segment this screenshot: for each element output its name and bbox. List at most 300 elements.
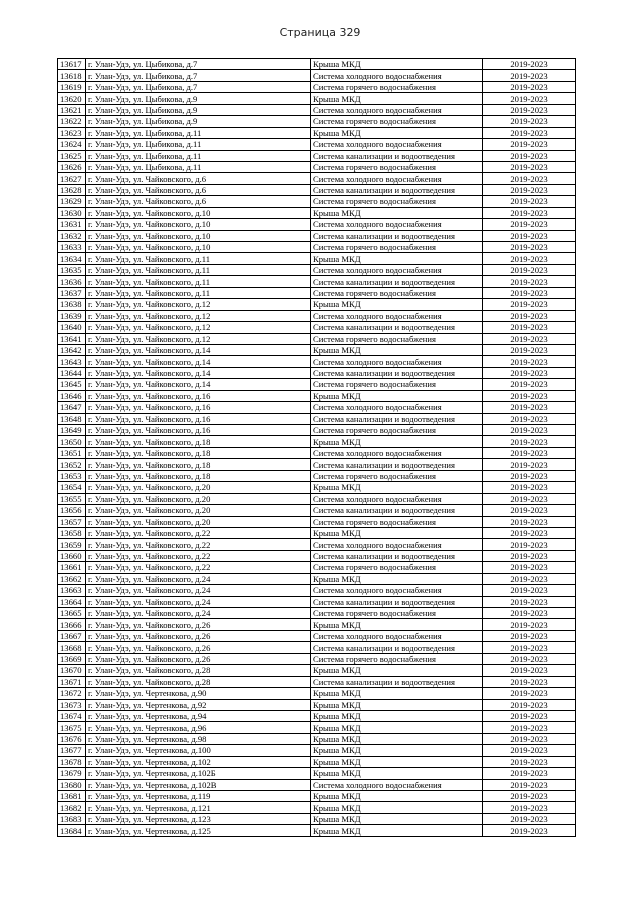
cell-row-number: 13661 <box>58 562 86 573</box>
cell-row-number: 13655 <box>58 493 86 504</box>
cell-period: 2019-2023 <box>483 402 576 413</box>
cell-work-type: Система холодного водоснабжения <box>311 779 483 790</box>
cell-row-number: 13684 <box>58 825 86 836</box>
cell-work-type: Система канализации и водоотведения <box>311 150 483 161</box>
cell-row-number: 13650 <box>58 436 86 447</box>
cell-address: г. Улан-Удэ, ул. Чайковского, д.10 <box>86 219 311 230</box>
cell-work-type: Крыша МКД <box>311 59 483 70</box>
cell-row-number: 13630 <box>58 207 86 218</box>
cell-work-type: Крыша МКД <box>311 390 483 401</box>
cell-address: г. Улан-Удэ, ул. Чертенкова, д.94 <box>86 710 311 721</box>
cell-work-type: Крыша МКД <box>311 93 483 104</box>
cell-row-number: 13621 <box>58 104 86 115</box>
cell-work-type: Система канализации и водоотведения <box>311 550 483 561</box>
cell-address: г. Улан-Удэ, ул. Чайковского, д.10 <box>86 207 311 218</box>
cell-row-number: 13636 <box>58 276 86 287</box>
cell-address: г. Улан-Удэ, ул. Чайковского, д.18 <box>86 470 311 481</box>
table-row <box>58 562 576 573</box>
table-row <box>58 59 576 70</box>
table-row <box>58 390 576 401</box>
cell-period: 2019-2023 <box>483 608 576 619</box>
cell-address: г. Улан-Удэ, ул. Чайковского, д.24 <box>86 596 311 607</box>
cell-address: г. Улан-Удэ, ул. Чайковского, д.14 <box>86 367 311 378</box>
cell-work-type: Крыша МКД <box>311 573 483 584</box>
cell-address: г. Улан-Удэ, ул. Цыбикова, д.9 <box>86 116 311 127</box>
cell-work-type: Крыша МКД <box>311 127 483 138</box>
cell-work-type: Крыша МКД <box>311 745 483 756</box>
table-row <box>58 276 576 287</box>
cell-work-type: Система горячего водоснабжения <box>311 608 483 619</box>
cell-row-number: 13649 <box>58 425 86 436</box>
cell-address: г. Улан-Удэ, ул. Цыбикова, д.7 <box>86 81 311 92</box>
cell-work-type: Система холодного водоснабжения <box>311 139 483 150</box>
cell-row-number: 13641 <box>58 333 86 344</box>
table-row <box>58 356 576 367</box>
table-row <box>58 482 576 493</box>
cell-work-type: Крыша МКД <box>311 482 483 493</box>
cell-work-type: Крыша МКД <box>311 299 483 310</box>
table-row <box>58 413 576 424</box>
cell-work-type: Крыша МКД <box>311 756 483 767</box>
cell-work-type: Система холодного водоснабжения <box>311 70 483 81</box>
cell-work-type: Крыша МКД <box>311 688 483 699</box>
cell-period: 2019-2023 <box>483 447 576 458</box>
cell-work-type: Система холодного водоснабжения <box>311 539 483 550</box>
cell-address: г. Улан-Удэ, ул. Чайковского, д.10 <box>86 230 311 241</box>
cell-address: г. Улан-Удэ, ул. Чайковского, д.16 <box>86 402 311 413</box>
cell-work-type: Система горячего водоснабжения <box>311 196 483 207</box>
cell-period: 2019-2023 <box>483 139 576 150</box>
table-row <box>58 207 576 218</box>
table-row <box>58 516 576 527</box>
table-row <box>58 310 576 321</box>
table-row <box>58 733 576 744</box>
cell-address: г. Улан-Удэ, ул. Чертенкова, д.98 <box>86 733 311 744</box>
cell-period: 2019-2023 <box>483 390 576 401</box>
cell-address: г. Улан-Удэ, ул. Чайковского, д.28 <box>86 676 311 687</box>
cell-row-number: 13635 <box>58 264 86 275</box>
cell-address: г. Улан-Удэ, ул. Чайковского, д.12 <box>86 322 311 333</box>
cell-period: 2019-2023 <box>483 710 576 721</box>
cell-work-type: Крыша МКД <box>311 825 483 836</box>
cell-address: г. Улан-Удэ, ул. Чайковского, д.11 <box>86 276 311 287</box>
cell-period: 2019-2023 <box>483 81 576 92</box>
cell-work-type: Система горячего водоснабжения <box>311 562 483 573</box>
cell-address: г. Улан-Удэ, ул. Чайковского, д.16 <box>86 425 311 436</box>
cell-period: 2019-2023 <box>483 470 576 481</box>
cell-period: 2019-2023 <box>483 413 576 424</box>
cell-period: 2019-2023 <box>483 161 576 172</box>
cell-address: г. Улан-Удэ, ул. Чайковского, д.14 <box>86 344 311 355</box>
table-row <box>58 813 576 824</box>
cell-row-number: 13663 <box>58 585 86 596</box>
cell-row-number: 13622 <box>58 116 86 127</box>
table-row <box>58 653 576 664</box>
table-row <box>58 722 576 733</box>
cell-period: 2019-2023 <box>483 219 576 230</box>
cell-work-type: Система холодного водоснабжения <box>311 402 483 413</box>
cell-period: 2019-2023 <box>483 253 576 264</box>
cell-period: 2019-2023 <box>483 299 576 310</box>
cell-period: 2019-2023 <box>483 665 576 676</box>
cell-work-type: Система канализации и водоотведения <box>311 276 483 287</box>
cell-period: 2019-2023 <box>483 562 576 573</box>
table-row <box>58 104 576 115</box>
cell-address: г. Улан-Удэ, ул. Чайковского, д.16 <box>86 390 311 401</box>
cell-address: г. Улан-Удэ, ул. Цыбикова, д.11 <box>86 161 311 172</box>
cell-row-number: 13672 <box>58 688 86 699</box>
table-row <box>58 550 576 561</box>
cell-row-number: 13637 <box>58 287 86 298</box>
cell-work-type: Система холодного водоснабжения <box>311 447 483 458</box>
cell-row-number: 13657 <box>58 516 86 527</box>
cell-period: 2019-2023 <box>483 653 576 664</box>
table-row <box>58 322 576 333</box>
cell-row-number: 13628 <box>58 184 86 195</box>
cell-address: г. Улан-Удэ, ул. Чертенкова, д.121 <box>86 802 311 813</box>
cell-period: 2019-2023 <box>483 367 576 378</box>
cell-period: 2019-2023 <box>483 184 576 195</box>
cell-row-number: 13618 <box>58 70 86 81</box>
cell-address: г. Улан-Удэ, ул. Чайковского, д.14 <box>86 379 311 390</box>
cell-row-number: 13623 <box>58 127 86 138</box>
table-row <box>58 173 576 184</box>
cell-row-number: 13631 <box>58 219 86 230</box>
cell-address: г. Улан-Удэ, ул. Чайковского, д.22 <box>86 527 311 538</box>
table-row <box>58 619 576 630</box>
table-row <box>58 802 576 813</box>
cell-work-type: Крыша МКД <box>311 791 483 802</box>
cell-address: г. Улан-Удэ, ул. Чертенкова, д.102 <box>86 756 311 767</box>
cell-address: г. Улан-Удэ, ул. Чертенкова, д.90 <box>86 688 311 699</box>
cell-row-number: 13659 <box>58 539 86 550</box>
cell-period: 2019-2023 <box>483 276 576 287</box>
cell-row-number: 13639 <box>58 310 86 321</box>
cell-period: 2019-2023 <box>483 539 576 550</box>
cell-period: 2019-2023 <box>483 333 576 344</box>
table-row <box>58 676 576 687</box>
cell-work-type: Система холодного водоснабжения <box>311 585 483 596</box>
table-row <box>58 459 576 470</box>
table-row <box>58 699 576 710</box>
cell-row-number: 13632 <box>58 230 86 241</box>
table-row <box>58 630 576 641</box>
table-row <box>58 505 576 516</box>
table-row <box>58 219 576 230</box>
cell-period: 2019-2023 <box>483 825 576 836</box>
cell-row-number: 13626 <box>58 161 86 172</box>
cell-work-type: Крыша МКД <box>311 710 483 721</box>
cell-period: 2019-2023 <box>483 756 576 767</box>
table-row <box>58 710 576 721</box>
cell-period: 2019-2023 <box>483 356 576 367</box>
cell-address: г. Улан-Удэ, ул. Чертенкова, д.92 <box>86 699 311 710</box>
cell-period: 2019-2023 <box>483 425 576 436</box>
table-row <box>58 825 576 836</box>
cell-period: 2019-2023 <box>483 699 576 710</box>
cell-row-number: 13673 <box>58 699 86 710</box>
table-row <box>58 756 576 767</box>
cell-address: г. Улан-Удэ, ул. Чайковского, д.24 <box>86 585 311 596</box>
cell-address: г. Улан-Удэ, ул. Цыбикова, д.7 <box>86 70 311 81</box>
cell-row-number: 13671 <box>58 676 86 687</box>
table-row <box>58 791 576 802</box>
cell-work-type: Система канализации и водоотведения <box>311 505 483 516</box>
cell-address: г. Улан-Удэ, ул. Чайковского, д.26 <box>86 653 311 664</box>
cell-address: г. Улан-Удэ, ул. Чайковского, д.24 <box>86 608 311 619</box>
cell-address: г. Улан-Удэ, ул. Чайковского, д.20 <box>86 493 311 504</box>
cell-row-number: 13640 <box>58 322 86 333</box>
cell-address: г. Улан-Удэ, ул. Чертенкова, д.96 <box>86 722 311 733</box>
table-row <box>58 196 576 207</box>
cell-row-number: 13653 <box>58 470 86 481</box>
table-row <box>58 596 576 607</box>
cell-work-type: Система холодного водоснабжения <box>311 173 483 184</box>
cell-work-type: Крыша МКД <box>311 344 483 355</box>
cell-address: г. Улан-Удэ, ул. Чайковского, д.22 <box>86 539 311 550</box>
cell-period: 2019-2023 <box>483 768 576 779</box>
cell-work-type: Крыша МКД <box>311 768 483 779</box>
table-row <box>58 436 576 447</box>
cell-work-type: Система горячего водоснабжения <box>311 116 483 127</box>
cell-work-type: Система холодного водоснабжения <box>311 264 483 275</box>
cell-work-type: Система горячего водоснабжения <box>311 379 483 390</box>
table-row <box>58 299 576 310</box>
table-row <box>58 70 576 81</box>
cell-address: г. Улан-Удэ, ул. Чайковского, д.11 <box>86 287 311 298</box>
cell-row-number: 13656 <box>58 505 86 516</box>
cell-period: 2019-2023 <box>483 505 576 516</box>
cell-period: 2019-2023 <box>483 516 576 527</box>
cell-work-type: Крыша МКД <box>311 699 483 710</box>
cell-period: 2019-2023 <box>483 791 576 802</box>
cell-work-type: Система горячего водоснабжения <box>311 653 483 664</box>
repair-schedule-table <box>57 58 576 837</box>
table-row <box>58 425 576 436</box>
cell-period: 2019-2023 <box>483 322 576 333</box>
table-body <box>58 59 576 837</box>
cell-address: г. Улан-Удэ, ул. Чайковского, д.26 <box>86 630 311 641</box>
cell-work-type: Система канализации и водоотведения <box>311 459 483 470</box>
cell-row-number: 13647 <box>58 402 86 413</box>
cell-period: 2019-2023 <box>483 722 576 733</box>
cell-period: 2019-2023 <box>483 733 576 744</box>
table-row <box>58 161 576 172</box>
cell-work-type: Система горячего водоснабжения <box>311 516 483 527</box>
cell-row-number: 13629 <box>58 196 86 207</box>
cell-address: г. Улан-Удэ, ул. Чайковского, д.18 <box>86 459 311 470</box>
table-row <box>58 539 576 550</box>
cell-address: г. Улан-Удэ, ул. Чайковского, д.20 <box>86 516 311 527</box>
table-row <box>58 242 576 253</box>
cell-row-number: 13669 <box>58 653 86 664</box>
cell-row-number: 13670 <box>58 665 86 676</box>
cell-row-number: 13677 <box>58 745 86 756</box>
cell-row-number: 13682 <box>58 802 86 813</box>
cell-period: 2019-2023 <box>483 459 576 470</box>
table-row <box>58 688 576 699</box>
cell-row-number: 13620 <box>58 93 86 104</box>
cell-period: 2019-2023 <box>483 70 576 81</box>
cell-row-number: 13651 <box>58 447 86 458</box>
cell-period: 2019-2023 <box>483 242 576 253</box>
cell-row-number: 13648 <box>58 413 86 424</box>
cell-period: 2019-2023 <box>483 688 576 699</box>
cell-row-number: 13680 <box>58 779 86 790</box>
cell-period: 2019-2023 <box>483 813 576 824</box>
cell-work-type: Система канализации и водоотведения <box>311 367 483 378</box>
cell-period: 2019-2023 <box>483 779 576 790</box>
cell-row-number: 13660 <box>58 550 86 561</box>
cell-row-number: 13668 <box>58 642 86 653</box>
cell-period: 2019-2023 <box>483 59 576 70</box>
cell-address: г. Улан-Удэ, ул. Чертенкова, д.102Б <box>86 768 311 779</box>
cell-period: 2019-2023 <box>483 493 576 504</box>
cell-period: 2019-2023 <box>483 196 576 207</box>
cell-row-number: 13667 <box>58 630 86 641</box>
cell-work-type: Система канализации и водоотведения <box>311 596 483 607</box>
cell-row-number: 13617 <box>58 59 86 70</box>
table-row <box>58 470 576 481</box>
table-row <box>58 139 576 150</box>
cell-row-number: 13658 <box>58 527 86 538</box>
cell-address: г. Улан-Удэ, ул. Чайковского, д.22 <box>86 562 311 573</box>
table-row <box>58 493 576 504</box>
cell-period: 2019-2023 <box>483 150 576 161</box>
cell-address: г. Улан-Удэ, ул. Цыбикова, д.11 <box>86 150 311 161</box>
cell-work-type: Крыша МКД <box>311 253 483 264</box>
cell-row-number: 13664 <box>58 596 86 607</box>
cell-work-type: Крыша МКД <box>311 802 483 813</box>
cell-work-type: Система канализации и водоотведения <box>311 184 483 195</box>
table-row <box>58 116 576 127</box>
cell-period: 2019-2023 <box>483 585 576 596</box>
cell-address: г. Улан-Удэ, ул. Чертенкова, д.123 <box>86 813 311 824</box>
cell-work-type: Крыша МКД <box>311 619 483 630</box>
cell-period: 2019-2023 <box>483 527 576 538</box>
cell-address: г. Улан-Удэ, ул. Чайковского, д.20 <box>86 482 311 493</box>
cell-row-number: 13638 <box>58 299 86 310</box>
cell-address: г. Улан-Удэ, ул. Цыбикова, д.9 <box>86 104 311 115</box>
cell-work-type: Крыша МКД <box>311 665 483 676</box>
cell-address: г. Улан-Удэ, ул. Чайковского, д.16 <box>86 413 311 424</box>
cell-work-type: Система горячего водоснабжения <box>311 242 483 253</box>
cell-work-type: Крыша МКД <box>311 207 483 218</box>
cell-row-number: 13643 <box>58 356 86 367</box>
cell-work-type: Система канализации и водоотведения <box>311 642 483 653</box>
cell-address: г. Улан-Удэ, ул. Чайковского, д.11 <box>86 253 311 264</box>
cell-work-type: Система канализации и водоотведения <box>311 676 483 687</box>
cell-row-number: 13676 <box>58 733 86 744</box>
table-row <box>58 264 576 275</box>
table-row <box>58 253 576 264</box>
cell-period: 2019-2023 <box>483 379 576 390</box>
cell-row-number: 13624 <box>58 139 86 150</box>
cell-address: г. Улан-Удэ, ул. Чайковского, д.28 <box>86 665 311 676</box>
cell-period: 2019-2023 <box>483 676 576 687</box>
cell-row-number: 13678 <box>58 756 86 767</box>
cell-row-number: 13625 <box>58 150 86 161</box>
table-row <box>58 779 576 790</box>
table-row <box>58 344 576 355</box>
table-row <box>58 768 576 779</box>
cell-row-number: 13642 <box>58 344 86 355</box>
cell-address: г. Улан-Удэ, ул. Чайковского, д.24 <box>86 573 311 584</box>
cell-address: г. Улан-Удэ, ул. Чайковского, д.26 <box>86 642 311 653</box>
table-row <box>58 150 576 161</box>
cell-work-type: Система канализации и водоотведения <box>311 230 483 241</box>
cell-work-type: Система канализации и водоотведения <box>311 413 483 424</box>
table-row <box>58 367 576 378</box>
cell-period: 2019-2023 <box>483 264 576 275</box>
cell-address: г. Улан-Удэ, ул. Цыбикова, д.11 <box>86 139 311 150</box>
cell-period: 2019-2023 <box>483 230 576 241</box>
cell-row-number: 13646 <box>58 390 86 401</box>
cell-period: 2019-2023 <box>483 619 576 630</box>
cell-period: 2019-2023 <box>483 93 576 104</box>
cell-period: 2019-2023 <box>483 550 576 561</box>
cell-row-number: 13654 <box>58 482 86 493</box>
cell-period: 2019-2023 <box>483 116 576 127</box>
cell-row-number: 13662 <box>58 573 86 584</box>
cell-work-type: Система холодного водоснабжения <box>311 310 483 321</box>
table-row <box>58 230 576 241</box>
table-row <box>58 447 576 458</box>
table-row <box>58 642 576 653</box>
cell-period: 2019-2023 <box>483 482 576 493</box>
cell-row-number: 13633 <box>58 242 86 253</box>
cell-row-number: 13619 <box>58 81 86 92</box>
cell-row-number: 13666 <box>58 619 86 630</box>
cell-row-number: 13644 <box>58 367 86 378</box>
cell-work-type: Система горячего водоснабжения <box>311 470 483 481</box>
cell-row-number: 13652 <box>58 459 86 470</box>
cell-address: г. Улан-Удэ, ул. Чайковского, д.12 <box>86 299 311 310</box>
cell-address: г. Улан-Удэ, ул. Чертенкова, д.100 <box>86 745 311 756</box>
cell-work-type: Крыша МКД <box>311 733 483 744</box>
cell-period: 2019-2023 <box>483 802 576 813</box>
cell-address: г. Улан-Удэ, ул. Чайковского, д.6 <box>86 173 311 184</box>
cell-period: 2019-2023 <box>483 436 576 447</box>
cell-period: 2019-2023 <box>483 287 576 298</box>
table-row <box>58 573 576 584</box>
cell-row-number: 13681 <box>58 791 86 802</box>
cell-work-type: Крыша МКД <box>311 813 483 824</box>
cell-period: 2019-2023 <box>483 173 576 184</box>
cell-address: г. Улан-Удэ, ул. Цыбикова, д.9 <box>86 93 311 104</box>
cell-period: 2019-2023 <box>483 310 576 321</box>
table-row <box>58 379 576 390</box>
page-header: Страница 329 <box>279 26 361 39</box>
cell-row-number: 13674 <box>58 710 86 721</box>
cell-work-type: Система холодного водоснабжения <box>311 630 483 641</box>
cell-period: 2019-2023 <box>483 127 576 138</box>
cell-period: 2019-2023 <box>483 104 576 115</box>
cell-work-type: Система горячего водоснабжения <box>311 287 483 298</box>
cell-address: г. Улан-Удэ, ул. Чайковского, д.22 <box>86 550 311 561</box>
cell-address: г. Улан-Удэ, ул. Чертенкова, д.119 <box>86 791 311 802</box>
cell-work-type: Крыша МКД <box>311 722 483 733</box>
table-row <box>58 287 576 298</box>
cell-address: г. Улан-Удэ, ул. Чайковского, д.20 <box>86 505 311 516</box>
table-row <box>58 127 576 138</box>
cell-work-type: Система горячего водоснабжения <box>311 333 483 344</box>
cell-row-number: 13645 <box>58 379 86 390</box>
cell-address: г. Улан-Удэ, ул. Чертенкова, д.102В <box>86 779 311 790</box>
table-row <box>58 608 576 619</box>
table-row <box>58 184 576 195</box>
cell-address: г. Улан-Удэ, ул. Чайковского, д.12 <box>86 333 311 344</box>
